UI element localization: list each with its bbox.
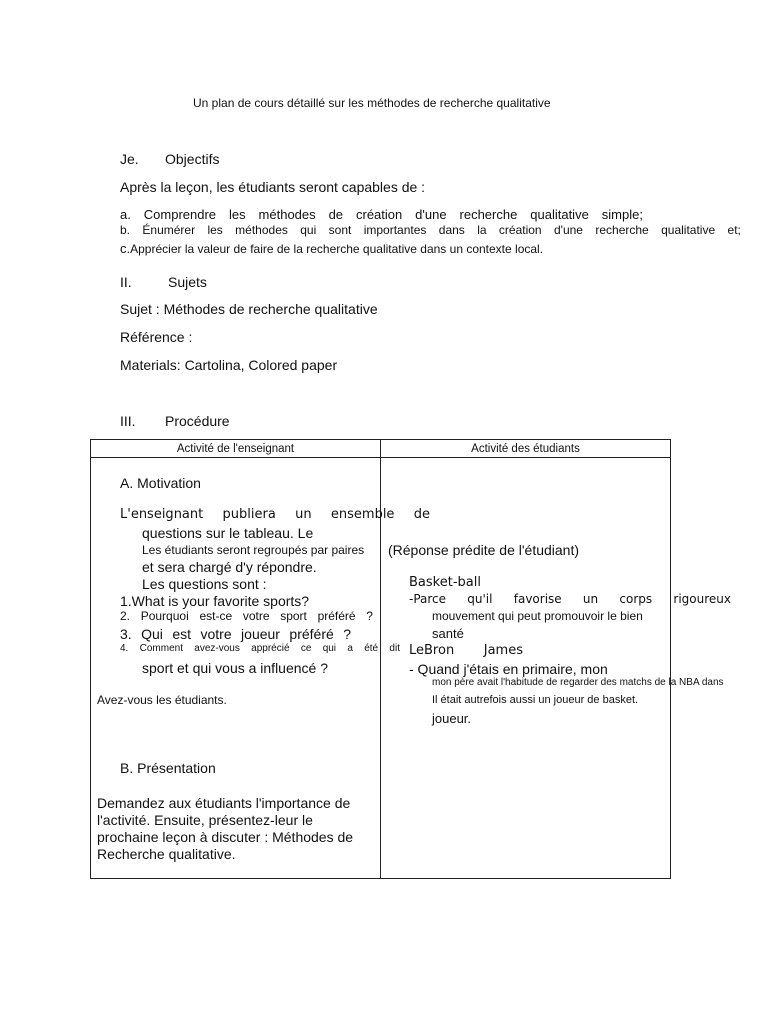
question-3-word: 3.	[120, 626, 132, 642]
section-2-number: II.	[120, 274, 132, 290]
objective-a-word: les	[228, 207, 246, 222]
question-2-word: votre	[242, 609, 270, 623]
teacher-line-5: Les questions sont :	[142, 576, 267, 592]
answer-lebron-word: LeBron	[409, 643, 455, 658]
question-4-word: été	[364, 643, 379, 654]
objective-a-word: recherche	[459, 207, 518, 222]
objective-b-word: d'une	[553, 223, 583, 237]
objective-b-word: les	[207, 223, 223, 237]
column-divider	[380, 440, 381, 878]
objective-a-word: d'une	[415, 207, 447, 222]
answer-lebron	[409, 643, 523, 658]
objective-a-word: qualitative	[530, 207, 589, 222]
question-3-word: Qui	[141, 626, 163, 642]
presentation-text	[97, 795, 353, 863]
objective-a-word: de	[328, 207, 344, 222]
answer-lebron-word: James	[483, 643, 523, 658]
student-column-header: Activité des étudiants	[381, 440, 670, 458]
objective-a-word: méthodes	[258, 207, 316, 222]
question-1: 1.What is your favorite sports?	[120, 593, 310, 609]
teacher-line-1-word: un	[295, 507, 312, 522]
objective-a-word: simple;	[601, 207, 643, 222]
reference-line: Référence :	[120, 329, 193, 345]
objective-b-word: sont	[328, 223, 352, 237]
teacher-line-4: et sera chargé d'y répondre.	[142, 559, 317, 575]
answer-parce-word: rigoureux	[673, 592, 731, 606]
subject-line: Sujet : Méthodes de recherche qualitative	[120, 301, 378, 317]
question-4-word: dit	[389, 643, 400, 654]
question-4-word: 4.	[120, 643, 129, 654]
objective-b-word: b.	[120, 223, 131, 237]
answer-mon-pere: mon père avait l'habitude de regarder des matchs de la NBA dans	[432, 677, 724, 688]
question-4-word: avez-vous	[194, 643, 240, 654]
section-1-number: Je.	[120, 151, 139, 167]
predicted-response-label: (Réponse prédite de l'étudiant)	[388, 542, 580, 558]
avez-vous-line: Avez-vous les étudiants.	[97, 693, 227, 707]
objective-a	[120, 207, 643, 222]
question-2-word: préféré	[317, 609, 356, 623]
question-4-word: a	[347, 643, 353, 654]
answer-parce-word: favorise	[513, 592, 562, 606]
answer-parce	[409, 592, 731, 606]
answer-sante: santé	[432, 626, 464, 641]
objective-a-word: a.	[120, 207, 131, 222]
teacher-line-1-word: de	[413, 507, 430, 522]
answer-parce-word: corps	[619, 592, 653, 606]
teacher-line-1-word: L'enseignant	[120, 507, 204, 522]
question-2-word: sport	[280, 609, 307, 623]
section-3-heading: Procédure	[165, 413, 230, 429]
question-4-continued: sport et qui vous a influencé ?	[142, 660, 329, 676]
teacher-line-3: Les étudiants seront regroupés par paires	[142, 543, 365, 557]
objective-b-word: qui	[300, 223, 317, 237]
objective-b-word: importantes	[363, 223, 427, 237]
question-4	[120, 643, 400, 654]
presentation-line: l'activité. Ensuite, présentez-leur le	[97, 812, 313, 828]
question-3-word: est	[172, 626, 192, 642]
answer-parce-word: qu'il	[467, 592, 493, 606]
section-3-number: III.	[120, 413, 136, 429]
objective-b	[120, 223, 741, 237]
materials-line: Materials: Cartolina, Colored paper	[120, 357, 338, 373]
objective-c	[120, 240, 543, 258]
objective-b-word: création	[498, 223, 542, 237]
answer-il-etait: Il était autrefois aussi un joueur de basket.	[432, 694, 639, 706]
question-3-word: votre	[200, 626, 232, 642]
answer-mouvement: mouvement qui peut promouvoir le bien	[432, 609, 643, 623]
question-3-word: ?	[343, 626, 351, 642]
question-2-word: Pourquoi	[140, 609, 189, 623]
answer-joueur: joueur.	[432, 711, 472, 726]
motivation-heading: A. Motivation	[120, 475, 201, 491]
presentation-heading: B. Présentation	[120, 760, 216, 776]
question-2-word: 2.	[120, 609, 131, 623]
objectives-intro: Après la leçon, les étudiants seront capables de :	[120, 179, 426, 195]
question-4-word: Comment	[139, 643, 183, 654]
question-4-word: apprécié	[251, 643, 290, 654]
question-2-word: est-ce	[199, 609, 233, 623]
objective-b-word: dans	[438, 223, 465, 237]
answer-parce-word: un	[582, 592, 599, 606]
question-3	[120, 626, 351, 642]
objective-b-word: recherche	[595, 223, 649, 237]
teacher-line-2: questions sur le tableau. Le	[142, 525, 314, 541]
question-4-word: ce	[300, 643, 312, 654]
presentation-line: Demandez aux étudiants l'importance de	[97, 795, 351, 811]
document-title: Un plan de cours détaillé sur les méthodes de recherche qualitative	[193, 96, 551, 110]
teacher-line-1-word: ensemble	[330, 507, 395, 522]
presentation-line: prochaine leçon à discuter : Méthodes de	[97, 829, 354, 845]
objective-b-word: la	[477, 223, 487, 237]
question-3-word: joueur	[241, 626, 280, 642]
question-3-word: préféré	[289, 626, 334, 642]
question-4-word: qui	[322, 643, 337, 654]
objective-b-word: méthodes	[235, 223, 288, 237]
section-1-heading: Objectifs	[165, 151, 220, 167]
objective-a-word: Comprendre	[143, 207, 217, 222]
answer-quand: - Quand j'étais en primaire, mon	[409, 661, 608, 677]
presentation-line: Recherche qualitative.	[97, 846, 236, 862]
objective-a-word: création	[355, 207, 403, 222]
question-2-word: ?	[366, 609, 373, 623]
objective-b-word: qualitative	[661, 223, 716, 237]
teacher-column-header: Activité de l'enseignant	[91, 440, 380, 458]
answer-basketball: Basket-ball	[409, 575, 481, 590]
teacher-line-1-word: publiera	[222, 507, 276, 522]
question-2	[120, 609, 373, 623]
objective-c-text: Apprécier la valeur de faire de la recherche qualitative dans un contexte local.	[130, 242, 544, 256]
objective-b-word: Énumérer	[142, 223, 196, 237]
teacher-line-1	[120, 507, 430, 522]
objective-b-word: et;	[727, 223, 741, 237]
answer-parce-word: -Parce	[409, 592, 447, 606]
objective-c-prefix: c.	[120, 241, 131, 256]
section-2-heading: Sujets	[168, 274, 207, 290]
